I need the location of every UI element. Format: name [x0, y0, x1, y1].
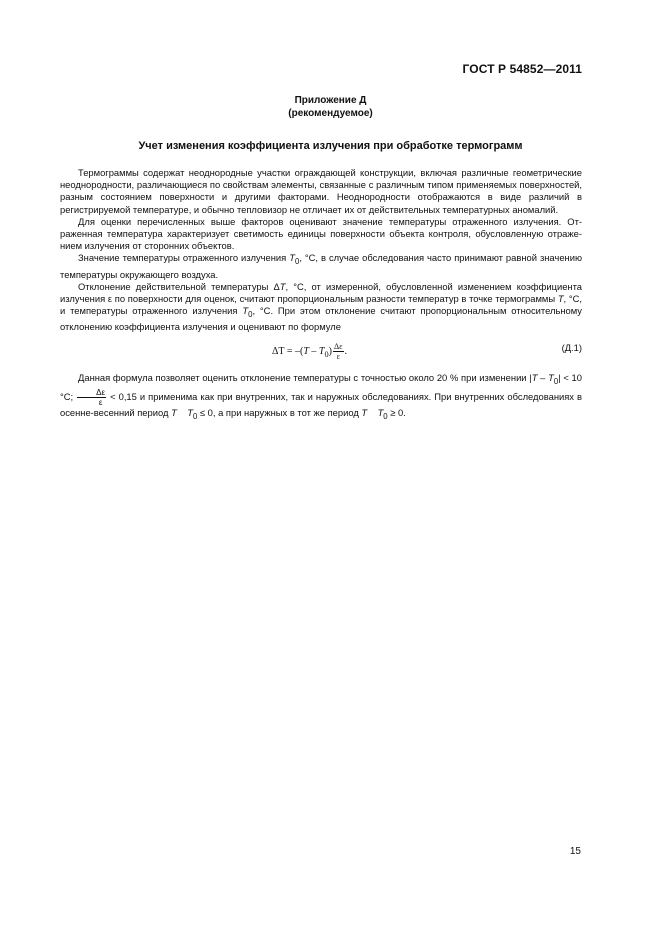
body-text	[60, 167, 582, 424]
section-title: Учет изменения коэффициента излучения при обработке термограмм	[138, 140, 523, 152]
formula-fraction: $\frac{\Delta\varepsilon}{\varepsilon}$	[333, 342, 343, 362]
page-number: 15	[569, 846, 581, 857]
appendix-label: Приложение Д	[294, 95, 367, 106]
paragraph-1: Термограммы содержат неоднородные участки ограждающей конструкции, включая различные геометрические неоднородности, различающиеся по свойствам элементы, связанные с различным типом применяемых поверхностей, разным состоянием поверхности и другими факторами. Неоднородности отображаются в виде различий в регистрируемой температуре, и обычно тепловизор не отличает их от действительных температурных аномалий.	[60, 167, 582, 215]
paragraph-4: Отклонение действительной температуры ΔT, °С, от измеренной, обусловленной изменением коэффициента излучения ε по поверхности для оценок, считают пропорциональным разности температур в точке термограммы T, °С, и температуры отраженного излучения $T_0$, °С. При этом отклонение считают пропорциональным относительному отклонению коэффициента излучения и оценивают по формуле	[60, 280, 582, 333]
paragraph-5: Данная формула позволяет оценить отклонение температуры с точностью около 20 % при изменении $|T - T_0| < 10$ °С; $\frac{\Delta\varepsilon}{\varepsilon}$ < 0,15 и применима как при внутренних, так и наружных обследованиях. При внутренних обследованиях в осенне-весенний период T $T_0 \le 0$, а при наружных в тот же период T $T_0 \ge 0$.	[60, 372, 582, 422]
paragraph-3: Значение температуры отраженного излучения $T_0$, °С, в случае обследования часто принимают равной значению температуры окружающего воздуха.	[60, 252, 582, 280]
appendix-status: (рекомендуемое)	[288, 108, 373, 119]
appendix-heading	[0, 94, 661, 120]
formula-number: (Д.1)	[561, 342, 582, 354]
document-id: ГОСТ Р 54852—2011	[462, 62, 582, 76]
formula: $\Delta T = -(T - T_0)$ $\frac{\Delta\varepsilon}{\varepsilon}$ .	[272, 342, 347, 362]
formula-block	[60, 336, 582, 366]
inline-fraction: $\frac{\Delta\varepsilon}{\varepsilon}$	[77, 388, 106, 407]
paragraph-2: Для оценки перечисленных выше факторов оценивают значение температуры отраженного излучения. Отраженная температура характеризует светимость единицы поверхности объекта контроля, обусловленную отражением излучения от сторонних объектов.	[60, 215, 582, 252]
